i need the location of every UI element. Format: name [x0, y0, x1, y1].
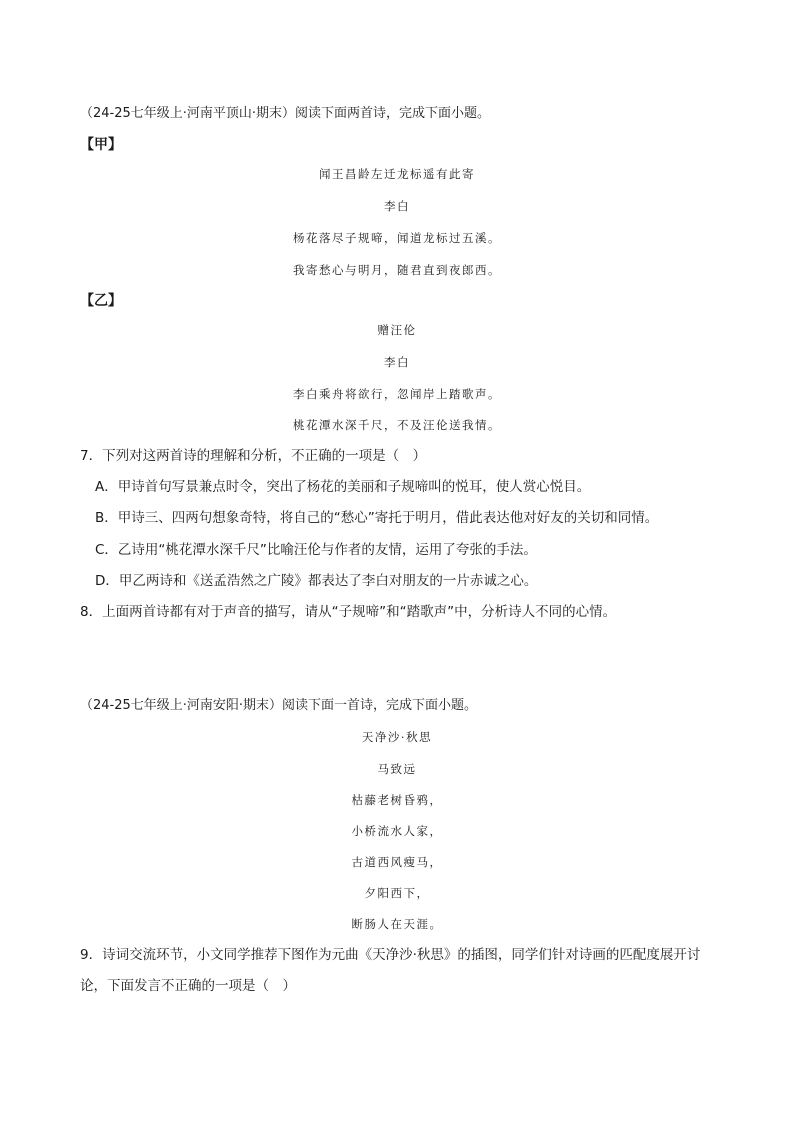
question-7-option-a: A．甲诗首句写景兼点时令，突出了杨花的美丽和子规啼叫的悦耳，使人赏心悦目。 — [95, 479, 591, 495]
section2-intro: （24-25七年级上·河南安阳·期末）阅读下面一首诗，完成下面小题。 — [80, 698, 478, 713]
poem3-line-5: 断肠人在天涯。 — [351, 917, 443, 931]
question-7-option-c: C．乙诗用“桃花潭水深千尺”比喻汪伦与作者的友情，运用了夸张的手法。 — [95, 542, 537, 558]
poem3-line-2: 小桥流水人家， — [351, 824, 443, 838]
section1-intro: （24-25七年级上·河南平顶山·期末）阅读下面两首诗，完成下面小题。 — [80, 106, 491, 121]
question-7-stem: 7．下列对这两首诗的理解和分析，不正确的一项是（ ） — [80, 448, 427, 464]
poem3-line-4: 夕阳西下， — [364, 886, 430, 900]
poem1-author: 李白 — [384, 199, 410, 213]
poem3-line-3: 古道西风瘦马， — [351, 855, 443, 869]
poem2-author: 李白 — [384, 355, 410, 369]
question-9-line-1: 9．诗词交流环节，小文同学推荐下图作为元曲《天净沙·秋思》的插图，同学们针对诗画的匹配度展开讨 — [80, 947, 701, 963]
label-jia: 【甲】 — [80, 137, 122, 153]
question-8: 8．上面两首诗都有对于声音的描写，请从“子规啼”和“踏歌声”中，分析诗人不同的心情。 — [80, 604, 617, 620]
poem1-title: 闻王昌龄左迁龙标遥有此寄 — [319, 167, 475, 181]
poem3-author: 马致远 — [377, 762, 417, 776]
poem2-line-1: 李白乘舟将欲行，忽闻岸上踏歌声。 — [293, 387, 501, 401]
question-7-option-d: D．甲乙两诗和《送孟浩然之广陵》都表达了李白对朋友的一片赤诚之心。 — [95, 573, 538, 589]
poem1-line-1: 杨花落尽子规啼，闻道龙标过五溪。 — [293, 231, 501, 245]
question-7-option-b: B．甲诗三、四两句想象奇特，将自己的“愁心”寄托于明月，借此表达他对好友的关切和同情。 — [95, 510, 659, 526]
label-yi: 【乙】 — [80, 293, 122, 309]
poem3-title: 天净沙·秋思 — [361, 730, 433, 744]
poem1-line-2: 我寄愁心与明月，随君直到夜郎西。 — [293, 263, 501, 277]
question-9-line-2: 论，下面发言不正确的一项是（ ） — [80, 978, 296, 994]
poem2-title: 赠汪伦 — [377, 323, 417, 337]
poem2-line-2: 桃花潭水深千尺，不及汪伦送我情。 — [293, 418, 501, 432]
poem3-line-1: 枯藤老树昏鸦， — [351, 793, 443, 807]
